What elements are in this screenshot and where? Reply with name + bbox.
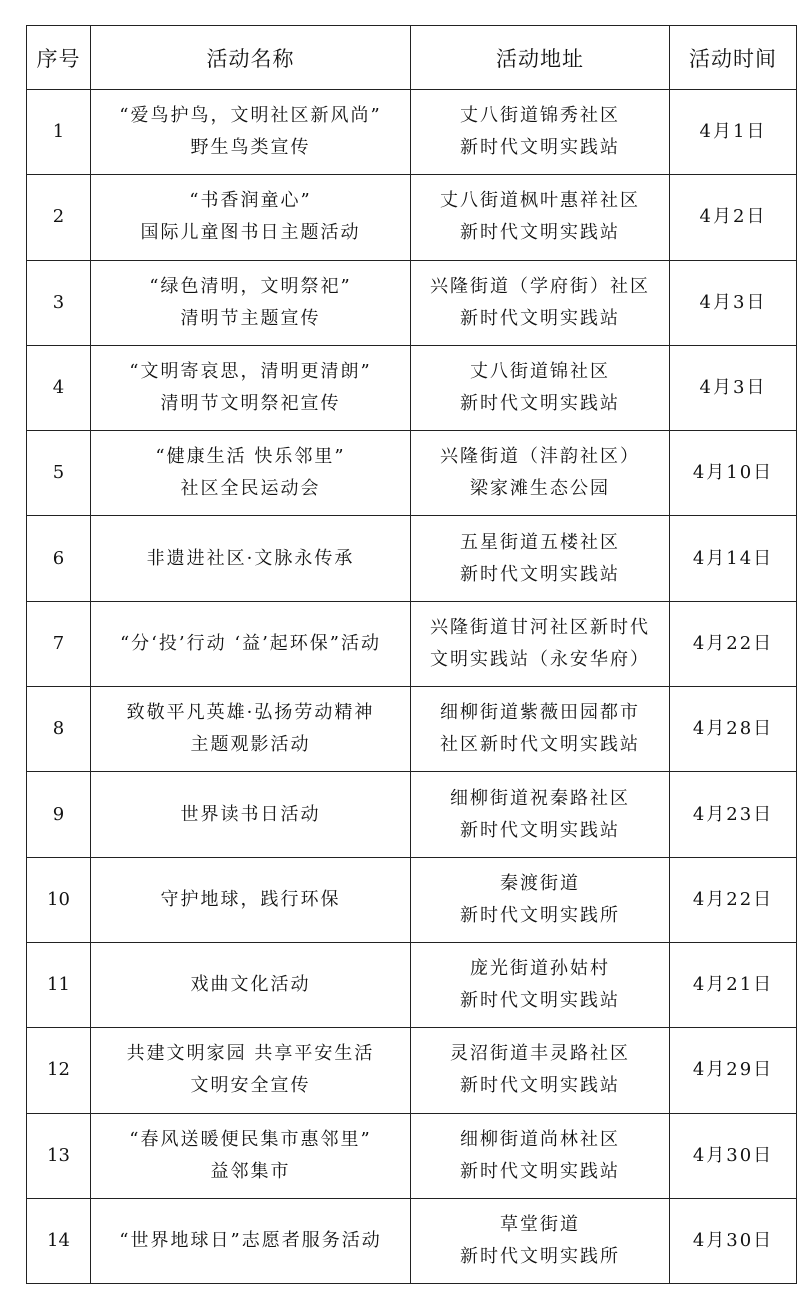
cell-no: 2 xyxy=(27,175,91,260)
activity-name-line: 社区全民运动会 xyxy=(180,478,321,500)
cell-no: 10 xyxy=(27,857,91,942)
cell-activity-name xyxy=(91,1113,411,1198)
cell-activity-address xyxy=(411,1198,670,1283)
cell-activity-name xyxy=(91,687,411,772)
activity-name-line: 清明节文明祭祀宣传 xyxy=(160,393,341,415)
header-activity-address: 活动地址 xyxy=(411,26,670,90)
cell-activity-address xyxy=(411,175,670,260)
table-row xyxy=(27,1198,797,1283)
cell-activity-name xyxy=(91,1198,411,1283)
cell-no: 6 xyxy=(27,516,91,601)
cell-activity-name xyxy=(91,772,411,857)
activity-name-line: “春风送暖便民集市惠邻里” xyxy=(129,1128,372,1150)
activity-name-line: “爱鸟护鸟，文明社区新风尚” xyxy=(119,105,382,127)
activity-name-line: 世界读书日活动 xyxy=(180,803,321,825)
activity-name-line: 守护地球，践行环保 xyxy=(160,888,341,910)
activity-address-line: 兴隆街道甘河社区新时代 xyxy=(430,616,650,638)
cell-no: 4 xyxy=(27,345,91,430)
cell-activity-time: 4月3日 xyxy=(670,345,797,430)
cell-activity-address xyxy=(411,345,670,430)
activity-address-line: 新时代文明实践站 xyxy=(460,307,620,329)
cell-activity-name xyxy=(91,942,411,1027)
cell-activity-time: 4月23日 xyxy=(670,772,797,857)
cell-activity-time: 4月2日 xyxy=(670,175,797,260)
cell-activity-time: 4月28日 xyxy=(670,687,797,772)
cell-activity-time: 4月30日 xyxy=(670,1198,797,1283)
cell-activity-address xyxy=(411,516,670,601)
activity-name-line: 非遗进社区·文脉永传承 xyxy=(146,547,355,569)
table-row xyxy=(27,175,797,260)
activity-name-line: “健康生活 快乐邻里” xyxy=(155,446,346,468)
cell-activity-address xyxy=(411,260,670,345)
cell-activity-time: 4月22日 xyxy=(670,601,797,686)
cell-activity-time: 4月21日 xyxy=(670,942,797,1027)
activity-table-container xyxy=(26,25,796,1284)
cell-activity-address xyxy=(411,601,670,686)
activity-address-line: 新时代文明实践站 xyxy=(460,1075,620,1097)
activity-name-line: 国际儿童图书日主题活动 xyxy=(140,222,361,244)
table-row xyxy=(27,516,797,601)
activity-address-line: 梁家滩生态公园 xyxy=(470,478,610,500)
cell-activity-name xyxy=(91,345,411,430)
activity-address-line: 新时代文明实践站 xyxy=(460,819,620,841)
activity-address-line: 丈八街道锦秀社区 xyxy=(460,105,620,127)
table-row xyxy=(27,1113,797,1198)
cell-activity-time: 4月14日 xyxy=(670,516,797,601)
activity-address-line: 新时代文明实践站 xyxy=(460,990,620,1012)
cell-activity-name xyxy=(91,431,411,516)
activity-name-line: “文明寄哀思，清明更清朗” xyxy=(129,361,372,383)
activity-address-line: 丈八街道枫叶惠祥社区 xyxy=(440,190,640,212)
cell-activity-address xyxy=(411,1113,670,1198)
cell-activity-time: 4月30日 xyxy=(670,1113,797,1198)
activity-name-line: 致敬平凡英雄·弘扬劳动精神 xyxy=(126,702,375,724)
activity-name-line: “绿色清明，文明祭祀” xyxy=(149,275,352,297)
table-row xyxy=(27,345,797,430)
cell-no: 12 xyxy=(27,1028,91,1113)
cell-activity-address xyxy=(411,942,670,1027)
cell-activity-time: 4月22日 xyxy=(670,857,797,942)
activity-address-line: 新时代文明实践所 xyxy=(460,1246,620,1267)
activity-address-line: 灵沼街道丰灵路社区 xyxy=(450,1043,630,1065)
table-row xyxy=(27,772,797,857)
table-row xyxy=(27,260,797,345)
table-header-row xyxy=(27,26,797,90)
cell-no: 11 xyxy=(27,942,91,1027)
table-row xyxy=(27,601,797,686)
activity-name-line: “分‘投’行动 ‘益’起环保”活动 xyxy=(119,632,381,654)
activity-address-line: 五星街道五楼社区 xyxy=(460,531,620,553)
cell-activity-name xyxy=(91,260,411,345)
activity-address-line: 新时代文明实践站 xyxy=(460,563,620,585)
table-row xyxy=(27,857,797,942)
table-row xyxy=(27,1028,797,1113)
activity-address-line: 秦渡街道 xyxy=(500,872,580,894)
activity-name-line: 益邻集市 xyxy=(210,1160,291,1182)
table-row xyxy=(27,942,797,1027)
cell-activity-name xyxy=(91,857,411,942)
cell-activity-time: 4月10日 xyxy=(670,431,797,516)
table-row xyxy=(27,90,797,175)
header-no: 序号 xyxy=(27,26,91,90)
activity-address-line: 细柳街道紫薇田园都市 xyxy=(440,702,640,724)
cell-no: 14 xyxy=(27,1198,91,1283)
activity-address-line: 新时代文明实践所 xyxy=(460,904,620,926)
activity-address-line: 文明实践站（永安华府） xyxy=(430,648,650,670)
cell-activity-time: 4月3日 xyxy=(670,260,797,345)
activity-address-line: 新时代文明实践站 xyxy=(460,1160,620,1182)
cell-no: 13 xyxy=(27,1113,91,1198)
activity-address-line: 细柳街道尚林社区 xyxy=(460,1128,620,1150)
cell-no: 3 xyxy=(27,260,91,345)
cell-activity-time: 4月29日 xyxy=(670,1028,797,1113)
cell-activity-address xyxy=(411,90,670,175)
cell-activity-time: 4月1日 xyxy=(670,90,797,175)
cell-no: 8 xyxy=(27,687,91,772)
table-row xyxy=(27,687,797,772)
cell-no: 5 xyxy=(27,431,91,516)
cell-activity-address xyxy=(411,772,670,857)
activity-address-line: 新时代文明实践站 xyxy=(460,137,620,159)
activity-name-line: 清明节主题宣传 xyxy=(180,307,321,329)
activity-schedule-table xyxy=(26,25,797,1284)
activity-address-line: 细柳街道祝秦路社区 xyxy=(450,787,630,809)
cell-activity-name xyxy=(91,1028,411,1113)
activity-name-line: 共建文明家园 共享平安生活 xyxy=(126,1043,375,1065)
activity-name-line: 野生鸟类宣传 xyxy=(190,137,311,159)
cell-activity-address xyxy=(411,687,670,772)
cell-activity-name xyxy=(91,516,411,601)
activity-name-line: 文明安全宣传 xyxy=(190,1075,311,1097)
activity-name-line: “书香润童心” xyxy=(189,190,312,212)
activity-address-line: 庞光街道孙姑村 xyxy=(470,958,610,980)
table-body xyxy=(27,90,797,1284)
cell-activity-name xyxy=(91,601,411,686)
header-activity-time: 活动时间 xyxy=(670,26,797,90)
cell-no: 1 xyxy=(27,90,91,175)
activity-name-line: 戏曲文化活动 xyxy=(190,974,311,996)
cell-activity-name xyxy=(91,175,411,260)
cell-activity-address xyxy=(411,1028,670,1113)
cell-activity-address xyxy=(411,857,670,942)
activity-address-line: 丈八街道锦社区 xyxy=(470,361,610,383)
activity-address-line: 草堂街道 xyxy=(500,1214,580,1235)
activity-address-line: 新时代文明实践站 xyxy=(460,393,620,415)
cell-no: 7 xyxy=(27,601,91,686)
header-activity-name: 活动名称 xyxy=(91,26,411,90)
activity-address-line: 兴隆街道（学府街）社区 xyxy=(430,275,650,297)
activity-address-line: 新时代文明实践站 xyxy=(460,222,620,244)
cell-activity-name xyxy=(91,90,411,175)
activity-address-line: 社区新时代文明实践站 xyxy=(440,734,640,756)
activity-name-line: “世界地球日”志愿者服务活动 xyxy=(119,1230,382,1251)
cell-activity-address xyxy=(411,431,670,516)
cell-no: 9 xyxy=(27,772,91,857)
table-row xyxy=(27,431,797,516)
activity-address-line: 兴隆街道（沣韵社区） xyxy=(440,446,640,468)
activity-name-line: 主题观影活动 xyxy=(190,734,311,756)
